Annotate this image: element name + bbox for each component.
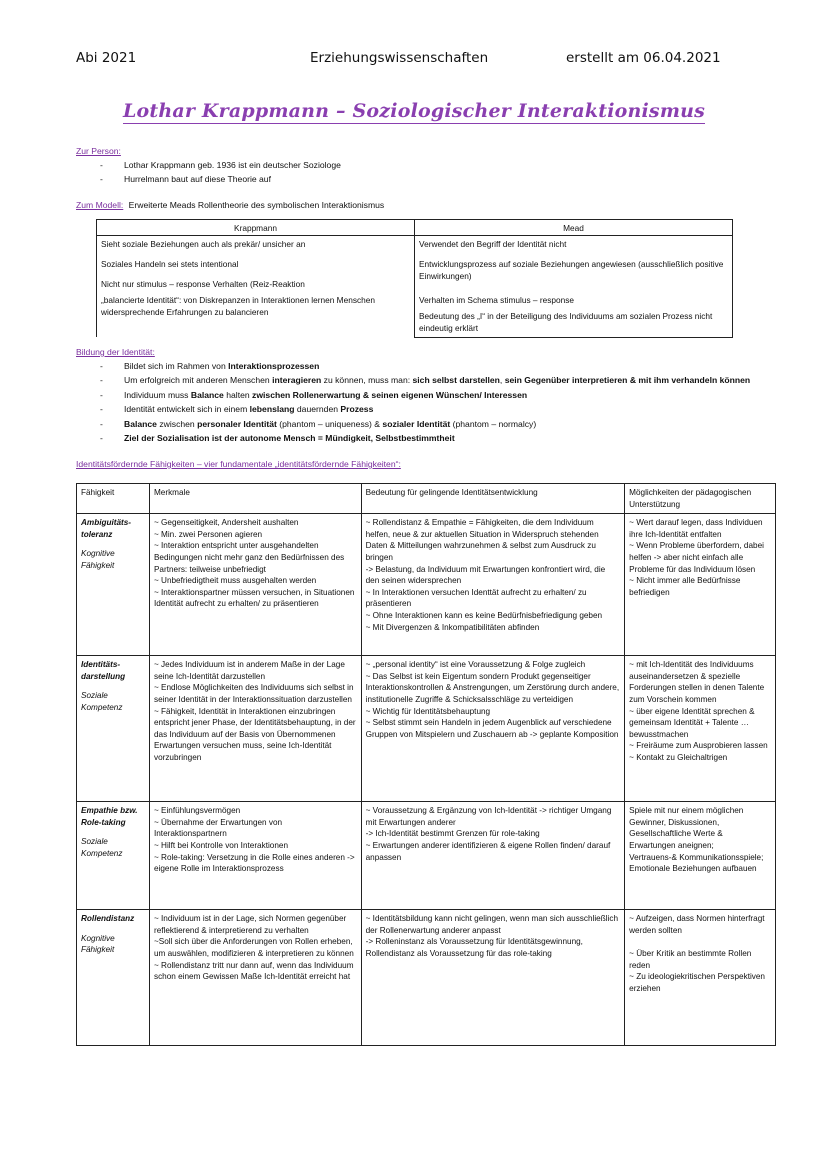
ability-type: Kognitive Fähigkeit: [81, 933, 115, 955]
support-line: ~ Zu ideologiekritischen Perspektiven erziehen: [629, 972, 765, 993]
abilities-table: [76, 483, 776, 1046]
ability-type: Kognitive Fähigkeit: [81, 549, 115, 570]
meaning-line: ~ Das Selbst ist kein Eigentum sondern Produkt gegenseitiger Interaktionskontrollen & Anstrengungen, um Zerstörung durch andere, institutionelle Zugriffe & Schicksalsschläge zu verteidigen: [365, 671, 620, 704]
person-label: Zur Person:: [76, 146, 121, 156]
support-line: Spiele mit nur einem möglichen Gewinner, Diskussionen, Gesellschaftliche Werte & Erwartungen aneignen;: [629, 806, 744, 850]
text: halten: [223, 389, 253, 400]
table-row: [77, 514, 776, 656]
text: dauernden: [294, 404, 341, 415]
text: (phantom – normalcy): [450, 418, 537, 429]
support-line: Emotionale Beziehungen aufbauen: [629, 864, 757, 874]
bold-text: Interaktionsprozessen: [228, 361, 320, 371]
features-line: ~ Hilft bei Kontrolle von Interaktionen: [153, 840, 289, 850]
bold-text: sein Gegenüber interpretieren & mit ihm verhandeln können: [504, 375, 751, 386]
header-subject: Erziehungswissenschaften: [310, 50, 489, 66]
support-line: ~ Aufzeigen, dass Normen hinterfragt werden sollten: [629, 914, 765, 935]
identity-section: [76, 347, 750, 445]
page-title-text: Lothar Krappmann – Soziologischer Interaktionismus: [122, 100, 706, 122]
meaning-line: -> Belastung, da Individuum mit Erwartungen konfrontiert wird, die den seinen widersprechen: [365, 564, 606, 586]
list-item: - Hurrelmann baut auf diese Theorie auf: [76, 172, 341, 186]
support-line: [629, 936, 771, 948]
features-line: ~ Gegenseitigkeit, Andersheit aushalten: [153, 518, 299, 528]
list-item: [76, 373, 750, 387]
features-line: ~Soll sich über die Anforderungen von Rollen erheben, um auswählen, modifizieren & interpretieren zu können: [153, 937, 354, 958]
features-cell: [149, 656, 361, 802]
ability-type: Soziale Kompetenz: [81, 837, 123, 858]
text: (phantom – uniqueness) &: [276, 418, 383, 429]
features-line: ~ Übernahme der Erwartungen von Interaktionspartnern: [153, 817, 283, 839]
header-year: Abi 2021: [76, 50, 137, 66]
ability-cell: [77, 802, 150, 910]
features-line: ~ Endlose Möglichkeiten des Individuums sich selbst in seiner Identität in der Interaktionssituation darzustellen: [153, 683, 354, 704]
column-header-ability: Fähigkeit: [77, 484, 150, 514]
text: zwischen: [156, 418, 198, 429]
bold-text: interagieren: [272, 375, 322, 386]
table-cell: „balancierte Identität“: von Diskrepanzen in Interaktionen lernen Menschen widersprechende Erfahrungen zu balancieren: [97, 292, 415, 337]
ability-cell: [77, 656, 150, 802]
table-row: [77, 910, 776, 1046]
table-cell: Verhalten im Schema stimulus – response: [415, 292, 733, 308]
features-cell: [149, 802, 361, 910]
bold-text: Balance: [124, 418, 157, 429]
bold-text: Prozess: [340, 404, 374, 415]
table-cell: Bedeutung des „I“ in der Beteiligung des Individuums am sozialen Prozess nicht eindeutig erklärt: [415, 308, 733, 337]
column-header-krappmann: Krappmann: [97, 220, 415, 236]
support-line: ~ Nicht immer alle Bedürfnisse befriedigen: [629, 576, 741, 597]
abilities-heading: [76, 459, 401, 469]
person-list: [76, 158, 341, 187]
bold-text: zwischen Rollenerwartung & seinen eigenen Wünschen/ Interessen: [252, 389, 528, 400]
features-line: ~ Jedes Individuum ist in anderem Maße in der Lage seine Ich-Identität darzustellen: [153, 660, 345, 681]
support-cell: [625, 514, 776, 656]
list-item: - Lothar Krappmann geb. 1936 ist ein deutscher Soziologe: [76, 158, 341, 172]
features-line: ~ Fähigkeit, Identität in Interaktionen einzubringen entspricht jener Phase, der Identitätsbehauptung, in der das Individuum auf der Basis von Übernommenen Erwartungen versuchen muss, seine Ich-Identität vorzubringen: [153, 706, 356, 762]
support-cell: [625, 910, 776, 1046]
support-line: ~ über eigene Identität sprechen & gemeinsam Identität + Talente … bewusstmachen: [629, 706, 755, 739]
bold-text: Ziel der Sozialisation ist der autonome Mensch = Mündigkeit, Selbstbestimmtheit: [124, 433, 455, 444]
ability-name: Rollendistanz: [81, 914, 135, 924]
features-cell: [149, 910, 361, 1046]
column-header-support: Möglichkeiten der pädagogischen Unterstützung: [625, 484, 776, 514]
support-line: ~ Wert darauf legen, dass Individuen ihre Ich-Identität entfalten: [629, 518, 763, 539]
support-cell: [625, 802, 776, 910]
bold-text: personaler Identität: [197, 418, 277, 429]
meaning-cell: [361, 910, 625, 1046]
meaning-line: -> Ich-Identität bestimmt Grenzen für role-taking: [365, 829, 540, 839]
list-item: [76, 359, 750, 373]
table-cell: Soziales Handeln sei stets intentional: [97, 256, 415, 276]
list-item: [76, 417, 750, 431]
ability-cell: [77, 514, 150, 656]
support-line: ~ Kontakt zu Gleichaltrigen: [629, 752, 728, 762]
page-title: [0, 100, 828, 122]
features-line: ~ Unbefriedigtheit muss ausgehalten werden: [153, 576, 317, 586]
text: ,: [499, 375, 505, 386]
support-line: ~ Freiräume zum Ausprobieren lassen: [629, 741, 768, 751]
column-header-mead: Mead: [415, 220, 733, 236]
model-label: Zum Modell:: [76, 200, 124, 210]
features-line: ~ Role-taking: Versetzung in die Rolle eines anderen -> eigene Rolle im Interaktionsprozess: [153, 852, 355, 874]
ability-name: Identitäts-darstellung: [81, 660, 126, 681]
bold-text: lebenslang: [249, 404, 295, 415]
meaning-line: ~ Selbst stimmt sein Handeln in jedem Augenblick auf verschiedene Gruppen von Mitspielern und Zuschauern ab -> geplante Komposition: [365, 718, 619, 739]
list-item: [76, 402, 750, 416]
table-cell: Nicht nur stimulus – response Verhalten (Reiz-Reaktion: [97, 276, 415, 292]
ability-cell: [77, 910, 150, 1046]
table-cell: Entwicklungsprozess auf soziale Beziehungen angewiesen (ausschließlich positive Einwirkungen): [415, 256, 733, 292]
comparison-table: [96, 219, 733, 338]
meaning-line: ~ Erwartungen anderer identifizieren & eigene Rollen finden/ darauf anpassen: [365, 840, 611, 862]
meaning-line: ~ In Interaktionen versuchen Identtät aufrecht zu erhalten/ zu präsentieren: [365, 587, 587, 609]
text: Identität entwickelt sich in einem: [124, 404, 250, 415]
meaning-line: ~ Ohne Interaktionen kann es keine Bedürfnisbefriedigung geben: [365, 610, 603, 620]
abilities-label: Identitätsfördernde Fähigkeiten – vier fundamentale „identitätsfördernde Fähigkeiten“:: [76, 459, 401, 469]
meaning-line: ~ Rollendistanz & Empathie = Fähigkeiten, die dem Individuum helfen, neue & zur aktuellen Situation in Widerspruch stehenden Daten & Mitteilungen wahrzunehmen & selbst zum Ausdruck zu bringen: [365, 518, 599, 562]
support-line: Vertrauens-& Kommunikationsspiele;: [629, 852, 764, 862]
column-header-meaning: Bedeutung für gelingende Identitätsentwicklung: [361, 484, 625, 514]
features-line: ~ Einfühlungsvermögen: [153, 806, 241, 816]
table-row: [77, 802, 776, 910]
meaning-line: ~ „personal identity“ ist eine Voraussetzung & Folge zugleich: [365, 660, 586, 670]
bold-text: Balance: [190, 389, 224, 400]
person-section: [76, 146, 341, 187]
ability-name: Empathie bzw. Role-taking: [81, 806, 138, 827]
meaning-line: ~ Mit Divergenzen & Inkompatibilitäten abfinden: [365, 622, 540, 632]
features-line: ~ Interaktion entspricht unter ausgehandelten Bedingungen nicht mehr ganz den Bedürfnissen des Partners: teilweise unbefriedigt: [153, 541, 345, 574]
bold-text: sich selbst darstellen: [412, 375, 500, 386]
text: zu können, muss man:: [321, 375, 413, 386]
identity-list: [76, 359, 750, 445]
text: Individuum muss: [124, 389, 191, 400]
column-header-features: Merkmale: [149, 484, 361, 514]
features-cell: [149, 514, 361, 656]
features-line: ~ Min. zwei Personen agieren: [153, 529, 263, 539]
header-date: erstellt am 06.04.2021: [566, 50, 721, 66]
list-item: [76, 431, 750, 445]
meaning-cell: [361, 514, 625, 656]
table-cell: Sieht soziale Beziehungen auch als prekär/ unsicher an: [97, 236, 415, 257]
support-line: ~ Über Kritik an bestimmte Rollen reden: [629, 948, 752, 970]
features-line: ~ Individuum ist in der Lage, sich Normen gegenüber reflektierend & interpretierend zu verhalten: [153, 914, 347, 935]
table-cell: Verwendet den Begriff der Identität nicht: [415, 236, 733, 257]
list-item: [76, 388, 750, 402]
meaning-line: ~ Identitätsbildung kann nicht gelingen, wenn man sich ausschließlich der Rollenerwartung anderer anpasst: [365, 914, 618, 935]
ability-name: Ambiguitäts-toleranz: [81, 518, 132, 539]
support-line: ~ mit Ich-Identität des Individuums auseinandersetzen & spezielle Forderungen stellen in denen Talente zum Vorschein kommen: [629, 660, 765, 704]
features-line: ~ Rollendistanz tritt nur dann auf, wenn das Individuum schon einem Gewissen Maße Ich-Identität erreicht hat: [153, 960, 354, 982]
text: Bildet sich im Rahmen von: [124, 361, 229, 371]
text: Um erfolgreich mit anderen Menschen: [124, 375, 273, 386]
ability-type: Soziale Kompetenz: [81, 691, 123, 712]
features-line: ~ Interaktionspartner müssen versuchen, in Situationen Identität aufrecht zu erhalten/ zu präsentieren: [153, 587, 355, 609]
support-cell: [625, 656, 776, 802]
support-line: ~ Wenn Probleme überfordern, dabei helfen -> aber nicht einfach alle Probleme für das Individuum lösen: [629, 541, 764, 574]
bold-text: sozialer Identität: [382, 418, 451, 429]
meaning-cell: [361, 802, 625, 910]
identity-label: Bildung der Identität:: [76, 347, 155, 357]
abilities-body: [77, 514, 776, 1046]
meaning-cell: [361, 656, 625, 802]
model-text: Erweiterte Meads Rollentheorie des symbolischen Interaktionismus: [128, 200, 385, 210]
table-row: [77, 656, 776, 802]
model-section: [76, 200, 384, 210]
meaning-line: ~ Wichtig für Identitätsbehauptung: [365, 706, 491, 716]
meaning-line: ~ Voraussetzung & Ergänzung von Ich-Identität -> richtiger Umgang mit Erwartungen anderer: [365, 806, 612, 827]
meaning-line: -> Rolleninstanz als Voraussetzung für Identitätsgewinnung, Rollendistanz als Voraussetzung für das role-taking: [365, 937, 583, 958]
